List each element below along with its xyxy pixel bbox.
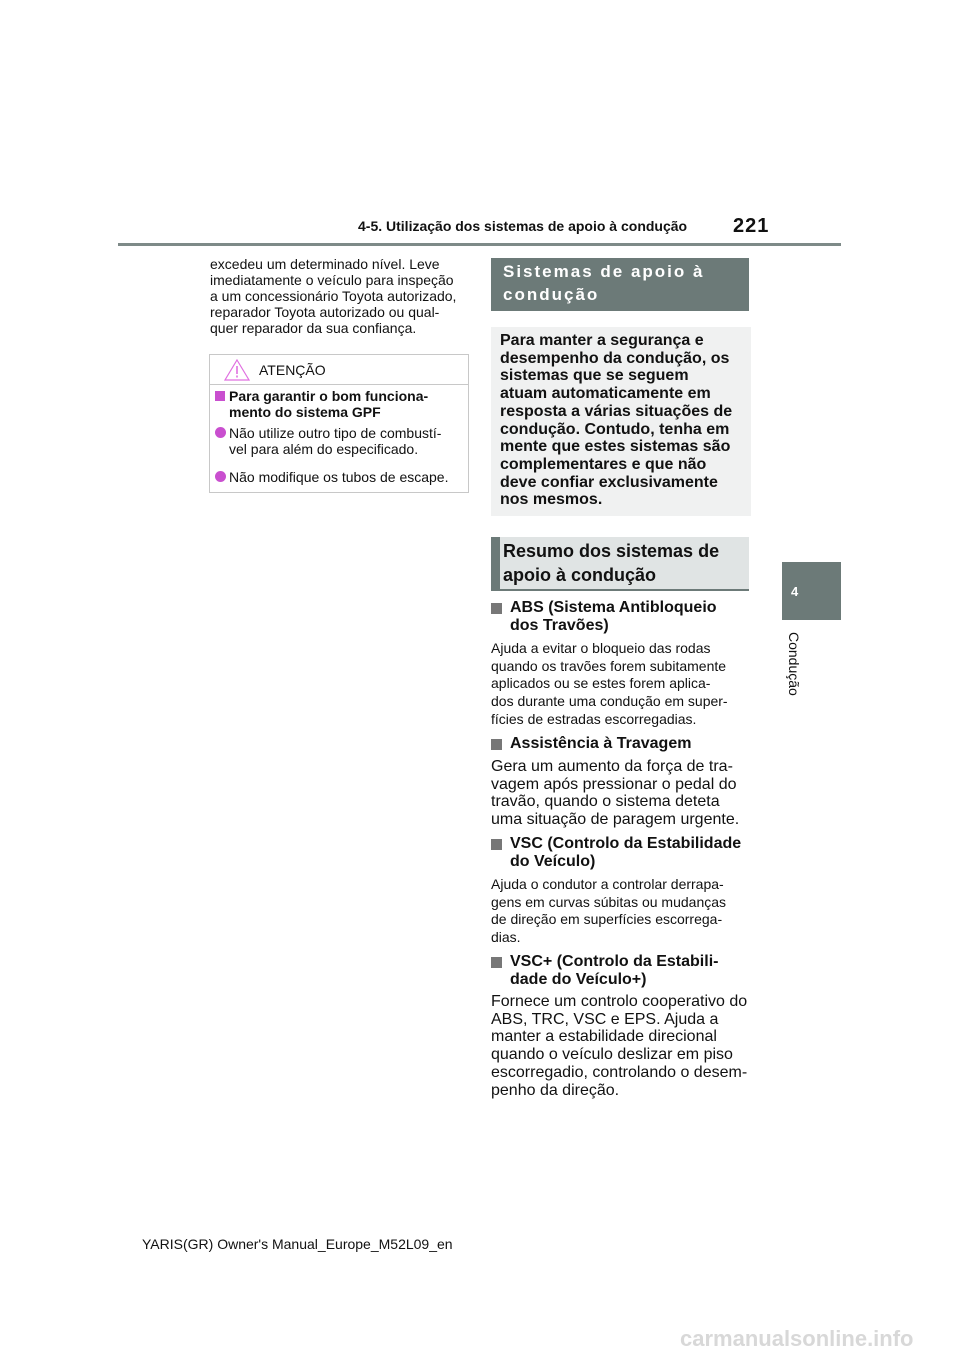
watermark: carmanualsonline.info — [680, 1326, 914, 1351]
square-bullet-icon — [215, 391, 225, 401]
warning-item — [215, 469, 448, 485]
item-title — [491, 953, 718, 989]
warning-header — [210, 355, 468, 385]
footer-text: YARIS(GR) Owner's Manual_Europe_M52L09_en — [142, 1236, 453, 1252]
square-bullet-icon — [491, 739, 502, 750]
section-intro-box — [491, 327, 751, 516]
chapter-tab[interactable] — [782, 562, 841, 620]
item-body: Gera um aumento da força de tra- vagem após pressionar o pedal do travão, quando o sistema deteta uma situação de paragem urgente. — [491, 758, 740, 829]
square-bullet-icon — [491, 839, 502, 850]
section-title: Sistemas de apoio à condução — [491, 258, 749, 311]
chapter-number: 4 — [791, 584, 799, 599]
warning-subtitle — [215, 388, 428, 420]
item-title-text: VSC (Controlo da Estabilidade do Veículo) — [510, 835, 742, 870]
warning-triangle-icon — [224, 359, 250, 381]
item-title-text: ABS (Sistema Antibloqueio dos Travões) — [510, 599, 717, 634]
header-rule — [118, 243, 841, 246]
square-bullet-icon — [491, 603, 502, 614]
intro-paragraph: excedeu um determinado nível. Leve imediatamente o veículo para inspeção a um concessionário Toyota autorizado, reparador Toyota autorizado ou qual- quer reparador da sua confiança. — [210, 256, 457, 336]
warning-subtitle-text: Para garantir o bom funciona- mento do sistema GPF — [229, 388, 429, 420]
section-intro-text: Para manter a segurança e desempenho da condução, os sistemas que se seguem atuam automaticamente em resposta a várias situações de condução. Contudo, tenha em mente que estes sistemas são complementares e que não deve confiar exclusivamente nos mesmos. — [500, 332, 733, 509]
item-body: Fornece um controlo cooperativo do ABS, TRC, VSC e EPS. Ajuda a manter a estabilidade direcional quando o veículo deslizar em piso escorregadio, controlando o desem- penho da direção. — [491, 993, 748, 1099]
page-number: 221 — [733, 215, 770, 237]
bullet-dot-icon — [215, 471, 226, 482]
item-title-text: Assistência à Travagem — [510, 735, 692, 752]
section-header: 4-5. Utilização dos sistemas de apoio à condução — [358, 218, 688, 234]
summary-title: Resumo dos sistemas de apoio à condução — [503, 541, 720, 585]
item-body: Ajuda o condutor a controlar derrapa- gens em curvas súbitas ou mudanças de direção em superfícies escorrega- dias. — [491, 876, 727, 946]
item-title-text: VSC+ (Controlo da Estabili- dade do Veículo+) — [510, 953, 719, 988]
item-title — [491, 835, 741, 871]
summary-heading — [491, 537, 749, 591]
square-bullet-icon — [491, 957, 502, 968]
chapter-label: Condução — [786, 632, 802, 696]
warning-box — [209, 354, 469, 493]
heading-bar — [491, 537, 500, 589]
bullet-dot-icon — [215, 427, 226, 438]
item-body: Ajuda a evitar o bloqueio das rodas quando os travões forem subitamente aplicados ou se estes forem aplica- dos durante uma condução em super- fícies de estradas escorregadias. — [491, 640, 728, 727]
warning-item-text: Não modifique os tubos de escape. — [229, 469, 449, 485]
warning-item — [215, 425, 441, 457]
warning-title: ATENÇÃO — [259, 362, 326, 378]
item-title — [491, 599, 717, 635]
warning-item-text: Não utilize outro tipo de combustí- vel para além do especificado. — [229, 425, 442, 457]
item-title — [491, 735, 691, 753]
